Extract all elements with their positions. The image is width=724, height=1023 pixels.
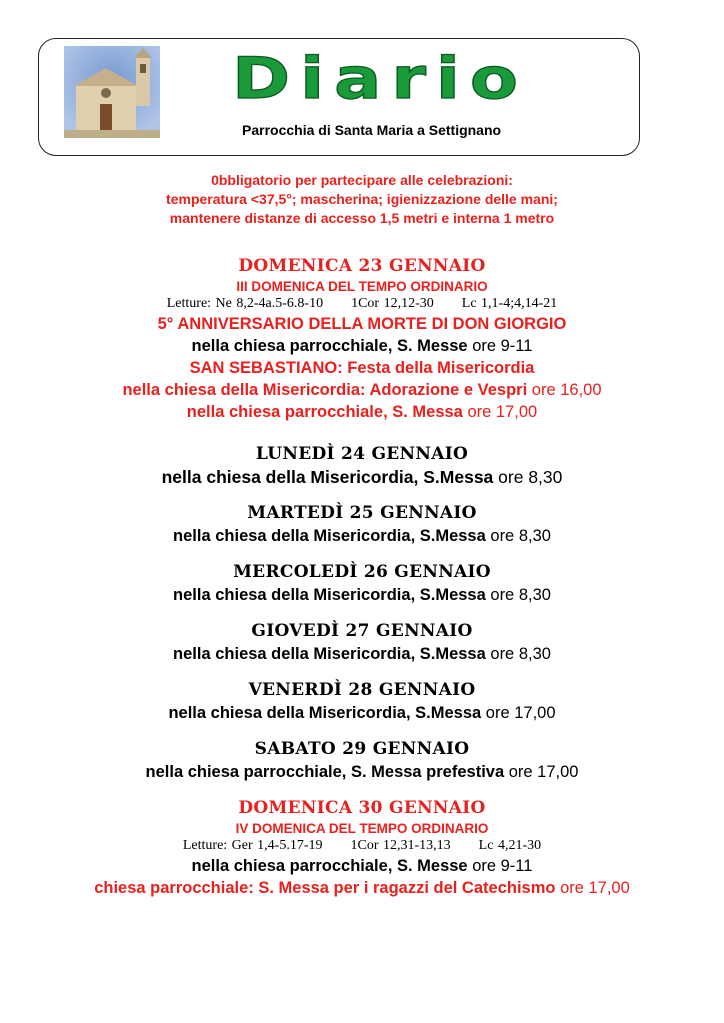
notice-line: mantenere distanze di accesso 1,5 metri e interna 1 metro: [169, 210, 555, 226]
mass-line: nella chiesa della Misericordia, S.Messa ore 8,30: [173, 586, 551, 604]
day-title: LUNEDÌ 24 GENNAIO: [255, 444, 469, 464]
day-block-24: [0, 442, 724, 488]
feast: SAN SEBASTIANO: Festa della Misericordia: [189, 359, 535, 377]
day-title: DOMENICA 30 GENNAIO: [238, 798, 486, 818]
day-block-25: [0, 501, 724, 547]
day-title: DOMENICA 23 GENNAIO: [238, 256, 486, 276]
mass-line: nella chiesa della Misericordia: Adorazione e Vespri ore 16,00: [122, 381, 602, 399]
mass-line: nella chiesa della Misericordia, S.Messa ore 8,30: [173, 527, 551, 545]
day-title: MARTEDÌ 25 GENNAIO: [247, 503, 477, 523]
mass-line: chiesa parrocchiale: S. Messa per i ragazzi del Catechismo ore 17,00: [94, 879, 630, 897]
day-title: GIOVEDÌ 27 GENNAIO: [251, 621, 473, 641]
liturgical-sunday: IV DOMENICA DEL TEMPO ORDINARIO: [235, 821, 489, 836]
day-block-29: [0, 737, 724, 783]
liturgical-sunday: III DOMENICA DEL TEMPO ORDINARIO: [236, 279, 488, 294]
page-title: [185, 44, 575, 108]
day-block-27: [0, 619, 724, 665]
mass-line: nella chiesa parrocchiale, S. Messa ore 17,00: [186, 403, 538, 421]
notice-line: temperatura <37,5°; mascherina; igienizzazione delle mani;: [166, 191, 558, 207]
covid-notice: [0, 171, 724, 228]
mass-line: nella chiesa della Misericordia, S.Messa ore 17,00: [168, 704, 556, 722]
day-block-26: [0, 560, 724, 606]
parish-name: Parrocchia di Santa Maria a Settignano: [242, 122, 502, 138]
mass-line: nella chiesa parrocchiale, S. Messa prefestiva ore 17,00: [145, 763, 579, 781]
day-block-30: [0, 796, 724, 899]
schedule: [0, 254, 724, 912]
day-title: VENERDÌ 28 GENNAIO: [248, 680, 476, 700]
day-block-28: [0, 678, 724, 724]
svg-text:Diario: Diario: [232, 46, 528, 108]
mass-line: nella chiesa parrocchiale, S. Messe ore 9-11: [191, 857, 533, 875]
mass-line: nella chiesa della Misericordia, S.Messa ore 8,30: [173, 645, 551, 663]
church-icon: [64, 46, 160, 138]
notice-line: 0bbligatorio per partecipare alle celebrazioni:: [211, 172, 513, 188]
readings: Letture: Ne 8,2-4a.5-6.8-10 1Cor 12,12-30 Lc 1,1-4;4,14-21: [166, 296, 558, 311]
day-title: MERCOLEDÌ 26 GENNAIO: [233, 562, 491, 582]
day-block-23: [0, 254, 724, 423]
mass-line: nella chiesa parrocchiale, S. Messe ore 9-11: [191, 337, 533, 355]
anniversary: 5° ANNIVERSARIO DELLA MORTE DI DON GIORGIO: [157, 315, 567, 333]
day-title: SABATO 29 GENNAIO: [254, 739, 470, 759]
mass-line: nella chiesa della Misericordia, S.Messa ore 8,30: [161, 467, 563, 487]
readings: Letture: Ger 1,4-5.17-19 1Cor 12,31-13,13 Lc 4,21-30: [182, 838, 542, 853]
